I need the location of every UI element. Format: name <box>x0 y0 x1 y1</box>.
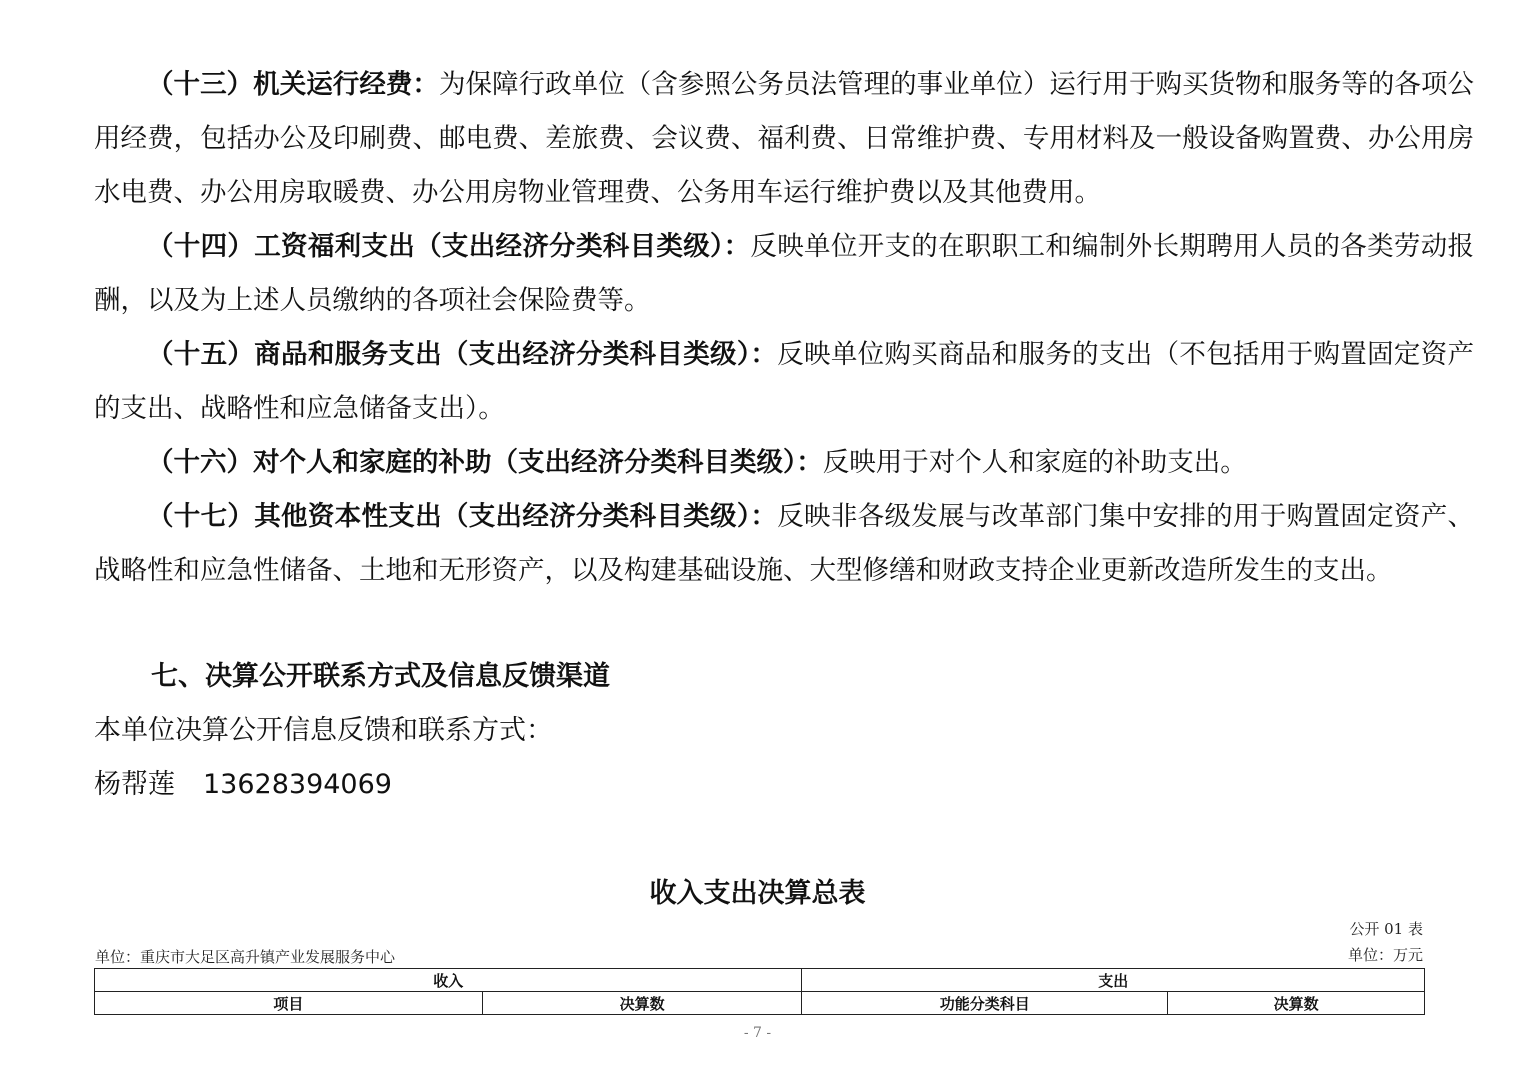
section-heading: 七、决算公开联系方式及信息反馈渠道 <box>151 661 610 692</box>
paragraph-lead: （十三）机关运行经费： <box>147 69 439 100</box>
paragraph-16 <box>94 436 1474 490</box>
paragraph-lead: （十四）工资福利支出（支出经济分类科目类级）： <box>147 231 751 262</box>
paragraph-13 <box>94 58 1474 220</box>
contact-name: 杨帮莲 <box>94 769 175 800</box>
paragraph-17 <box>94 490 1474 598</box>
paragraph-text: 为保障行政单位（含参照公务员法管理的事业单位）运行用于购买货物和服务等的各项公用经费，包括办公及印刷费、邮电费、差旅费、会议费、福利费、日常维护费、专用材料及一般设备购置费、办公用房水电费、办公用房取暖费、办公用房物业管理费、公务用车运行维护费以及其他费用。 <box>94 69 1475 208</box>
table-group-header-expenditure: 支出 <box>802 969 1425 992</box>
table-unit-currency: 单位：万元 <box>1347 946 1423 964</box>
contact-line <box>94 758 392 812</box>
table-group-header-income: 收入 <box>95 969 802 992</box>
table-column-header: 功能分类科目 <box>802 992 1168 1015</box>
table-column-header: 决算数 <box>1168 992 1425 1015</box>
income-expenditure-table <box>94 968 1425 1015</box>
paragraph-text: 反映单位购买商品和服务的支出（不包括用于购置固定资产的支出、战略性和应急储备支出）。 <box>94 339 1475 424</box>
paragraph-lead: （十六）对个人和家庭的补助（支出经济分类科目类级）： <box>147 447 823 478</box>
paragraph-text: 反映用于对个人和家庭的补助支出。 <box>822 447 1247 478</box>
paragraph-lead: （十五）商品和服务支出（支出经济分类科目类级）： <box>147 339 778 370</box>
paragraph-text: 反映单位开支的在职职工和编制外长期聘用人员的各类劳动报酬，以及为上述人员缴纳的各项社会保险费等。 <box>94 231 1475 316</box>
table-column-header-row <box>95 992 1425 1015</box>
table-column-header: 项目 <box>95 992 483 1015</box>
page-number: - 7 - <box>743 1025 772 1041</box>
contact-phone: 13628394069 <box>203 769 392 800</box>
table-column-header: 决算数 <box>482 992 802 1015</box>
table-code: 公开 01 表 <box>1349 920 1423 938</box>
paragraph-14 <box>94 220 1474 328</box>
table-title: 收入支出决算总表 <box>649 878 866 909</box>
contact-intro: 本单位决算公开信息反馈和联系方式： <box>94 715 553 746</box>
paragraph-text: 反映非各级发展与改革部门集中安排的用于购置固定资产、战略性和应急性储备、土地和无形资产，以及构建基础设施、大型修缮和财政支持企业更新改造所发生的支出。 <box>94 501 1475 586</box>
paragraph-lead: （十七）其他资本性支出（支出经济分类科目类级）： <box>147 501 778 532</box>
table-group-header-row <box>95 969 1425 992</box>
table-unit-org: 单位：重庆市大足区高升镇产业发展服务中心 <box>95 948 396 966</box>
paragraph-15 <box>94 328 1474 436</box>
